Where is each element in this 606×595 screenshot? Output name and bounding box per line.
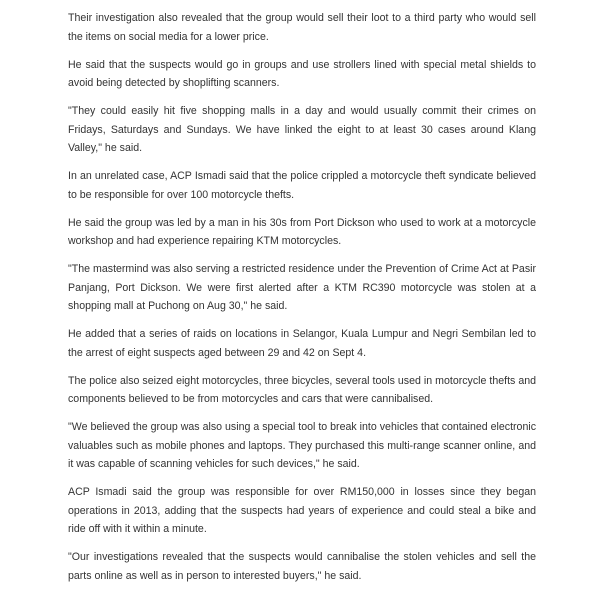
paragraph: "The mastermind was also serving a restricted residence under the Prevention of Crime Act at Pasir Panjang, Port Dickson. We were first alerted after a KTM RC390 motorcycle was stolen at a shopping mall at Puchong on Aug 30," he said. [68,263,536,312]
paragraph: He said that the suspects would go in groups and use strollers lined with special metal shields to avoid being detected by shoplifting scanners. [68,58,536,89]
article-body [68,9,536,595]
paragraph: Their investigation also revealed that the group would sell their loot to a third party who would sell the items on social media for a lower price. [68,12,536,43]
paragraph: The police also seized eight motorcycles, three bicycles, several tools used in motorcycle thefts and components believed to be from motorcycles and cars that were cannibalised. [68,374,536,405]
paragraph: In an unrelated case, ACP Ismadi said that the police crippled a motorcycle theft syndicate believed to be responsible for over 100 motorcycle thefts. [68,170,536,201]
paragraph: He added that a series of raids on locations in Selangor, Kuala Lumpur and Negri Sembilan led to the arrest of eight suspects aged between 29 and 42 on Sept 4. [68,328,536,359]
paragraph: "They could easily hit five shopping malls in a day and would usually commit their crimes on Fridays, Saturdays and Sundays. We have linked the eight to at least 30 cases around Klang Valley," he said. [68,105,536,154]
paragraph: ACP Ismadi said the group was responsible for over RM150,000 in losses since they began operations in 2013, adding that the suspects had years of experience and could steal a bike and ride off with it within a minute. [68,486,536,535]
paragraph: He said the group was led by a man in his 30s from Port Dickson who used to work at a motorcycle workshop and had experience repairing KTM motorcycles. [68,216,536,247]
paragraph: "We believed the group was also using a special tool to break into vehicles that contained electronic valuables such as mobile phones and laptops. They purchased this multi-range scanner online, and it was capable of scanning vehicles for such devices," he said. [68,421,536,470]
paragraph: "Our investigations revealed that the suspects would cannibalise the stolen vehicles and sell the parts online as well as in person to interested buyers," he said. [68,551,536,582]
